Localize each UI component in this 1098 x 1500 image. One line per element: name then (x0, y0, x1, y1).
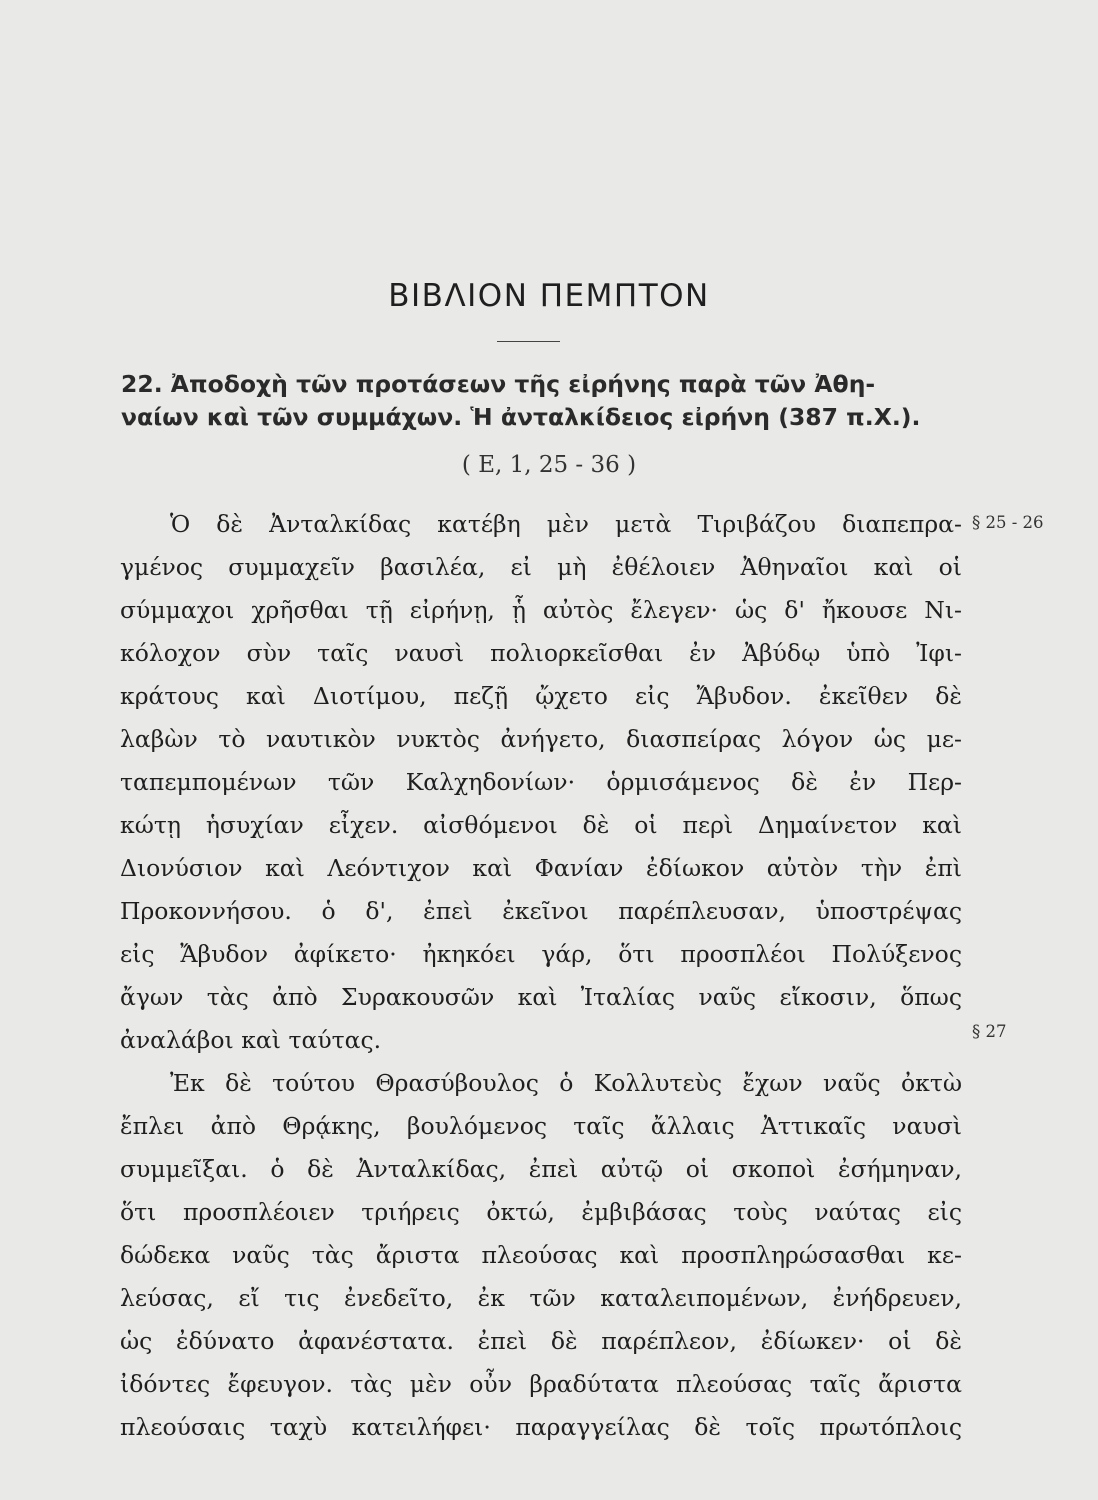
text-line: Ὁ δὲ Ἀνταλκίδας κατέβη μὲν μετὰ Τιριβάζου διαπεπρα- (170, 510, 962, 538)
text-line: ταπεμπομένων τῶν Καλχηδονίων· ὁρμισάμενος δὲ ἐν Περ- (120, 768, 962, 796)
text-line: ὅτι προσπλέοιεν τριήρεις ὀκτώ, ἐμβιβάσας τοὺς ναύτας εἰς (120, 1198, 962, 1226)
text-line: Προκοννήσου. ὁ δ', ἐπεὶ ἐκεῖνοι παρέπλευσαν, ὑποστρέψας (120, 897, 962, 925)
text-line: λαβὼν τὸ ναυτικὸν νυκτὸς ἀνήγετο, διασπείρας λόγον ὡς με- (120, 725, 962, 753)
text-line: συμμεῖξαι. ὁ δὲ Ἀνταλκίδας, ἐπεὶ αὐτῷ οἱ σκοποὶ ἐσήμηναν, (120, 1155, 962, 1183)
text-line: ὡς ἐδύνατο ἀφανέστατα. ἐπεὶ δὲ παρέπλεον, ἐδίωκεν· οἱ δὲ (120, 1327, 962, 1355)
text-line: Ἐκ δὲ τούτου Θρασύβουλος ὁ Κολλυτεὺς ἔχων ναῦς ὀκτὼ (170, 1069, 962, 1097)
chapter-heading (121, 368, 981, 434)
source-reference: ( Ε, 1, 25 - 36 ) (461, 452, 637, 478)
text-line: ἔπλει ἀπὸ Θρᾴκης, βουλόμενος ταῖς ἄλλαις Ἀττικαῖς ναυσὶ (120, 1112, 962, 1140)
text-line: εἰς Ἄβυδον ἀφίκετο· ἠκηκόει γάρ, ὅτι προσπλέοι Πολύξενος (120, 940, 962, 968)
chapter-heading-line: 22. Ἀποδοχὴ τῶν προτάσεων τῆς εἰρήνης παρὰ τῶν Ἀθη- (121, 370, 876, 398)
text-line: ἄγων τὰς ἀπὸ Συρακουσῶν καὶ Ἰταλίας ναῦς εἴκοσιν, ὅπως (120, 983, 962, 1011)
text-line: σύμμαχοι χρῆσθαι τῇ εἰρήνῃ, ᾗ αὐτὸς ἔλεγεν· ὡς δ' ἤκουσε Νι- (120, 596, 962, 624)
text-line: Διονύσιον καὶ Λεόντιχον καὶ Φανίαν ἐδίωκον αὐτὸν τὴν ἐπὶ (120, 854, 962, 882)
text-line: ἀναλάβοι καὶ ταύτας. (120, 1026, 382, 1054)
section-reference: § 27 (972, 1022, 1007, 1041)
text-line: γμένος συμμαχεῖν βασιλέα, εἰ μὴ ἐθέλοιεν Ἀθηναῖοι καὶ οἱ (120, 553, 962, 581)
text-line: δώδεκα ναῦς τὰς ἄριστα πλεούσας καὶ προσπληρώσασθαι κε- (120, 1241, 962, 1269)
text-line: κράτους καὶ Διοτίμου, πεζῇ ᾤχετο εἰς Ἄβυδον. ἐκεῖθεν δὲ (120, 682, 962, 710)
text-line: λεύσας, εἴ τις ἐνεδεῖτο, ἐκ τῶν καταλειπομένων, ἐνήδρευεν, (120, 1284, 962, 1312)
book-title: ΒΙΒΛΙΟΝ ΠΕΜΠΤΟΝ (388, 278, 710, 314)
text-line: κόλοχον σὺν ταῖς ναυσὶ πολιορκεῖσθαι ἐν Ἀβύδῳ ὑπὸ Ἰφι- (120, 639, 962, 667)
section-reference: § 25 - 26 (972, 513, 1044, 532)
text-line: ἰδόντες ἔφευγον. τὰς μὲν οὖν βραδύτατα πλεούσας ταῖς ἄριστα (120, 1370, 962, 1398)
title-divider (497, 341, 560, 342)
text-line: κώτῃ ἡσυχίαν εἶχεν. αἰσθόμενοι δὲ οἱ περὶ Δημαίνετον καὶ (120, 811, 962, 839)
text-line: πλεούσαις ταχὺ κατειλήφει· παραγγείλας δὲ τοῖς πρωτόπλοις (120, 1413, 962, 1441)
chapter-heading-line: ναίων καὶ τῶν συμμάχων. Ἡ ἀνταλκίδειος εἰρήνη (387 π.Χ.). (121, 403, 921, 431)
